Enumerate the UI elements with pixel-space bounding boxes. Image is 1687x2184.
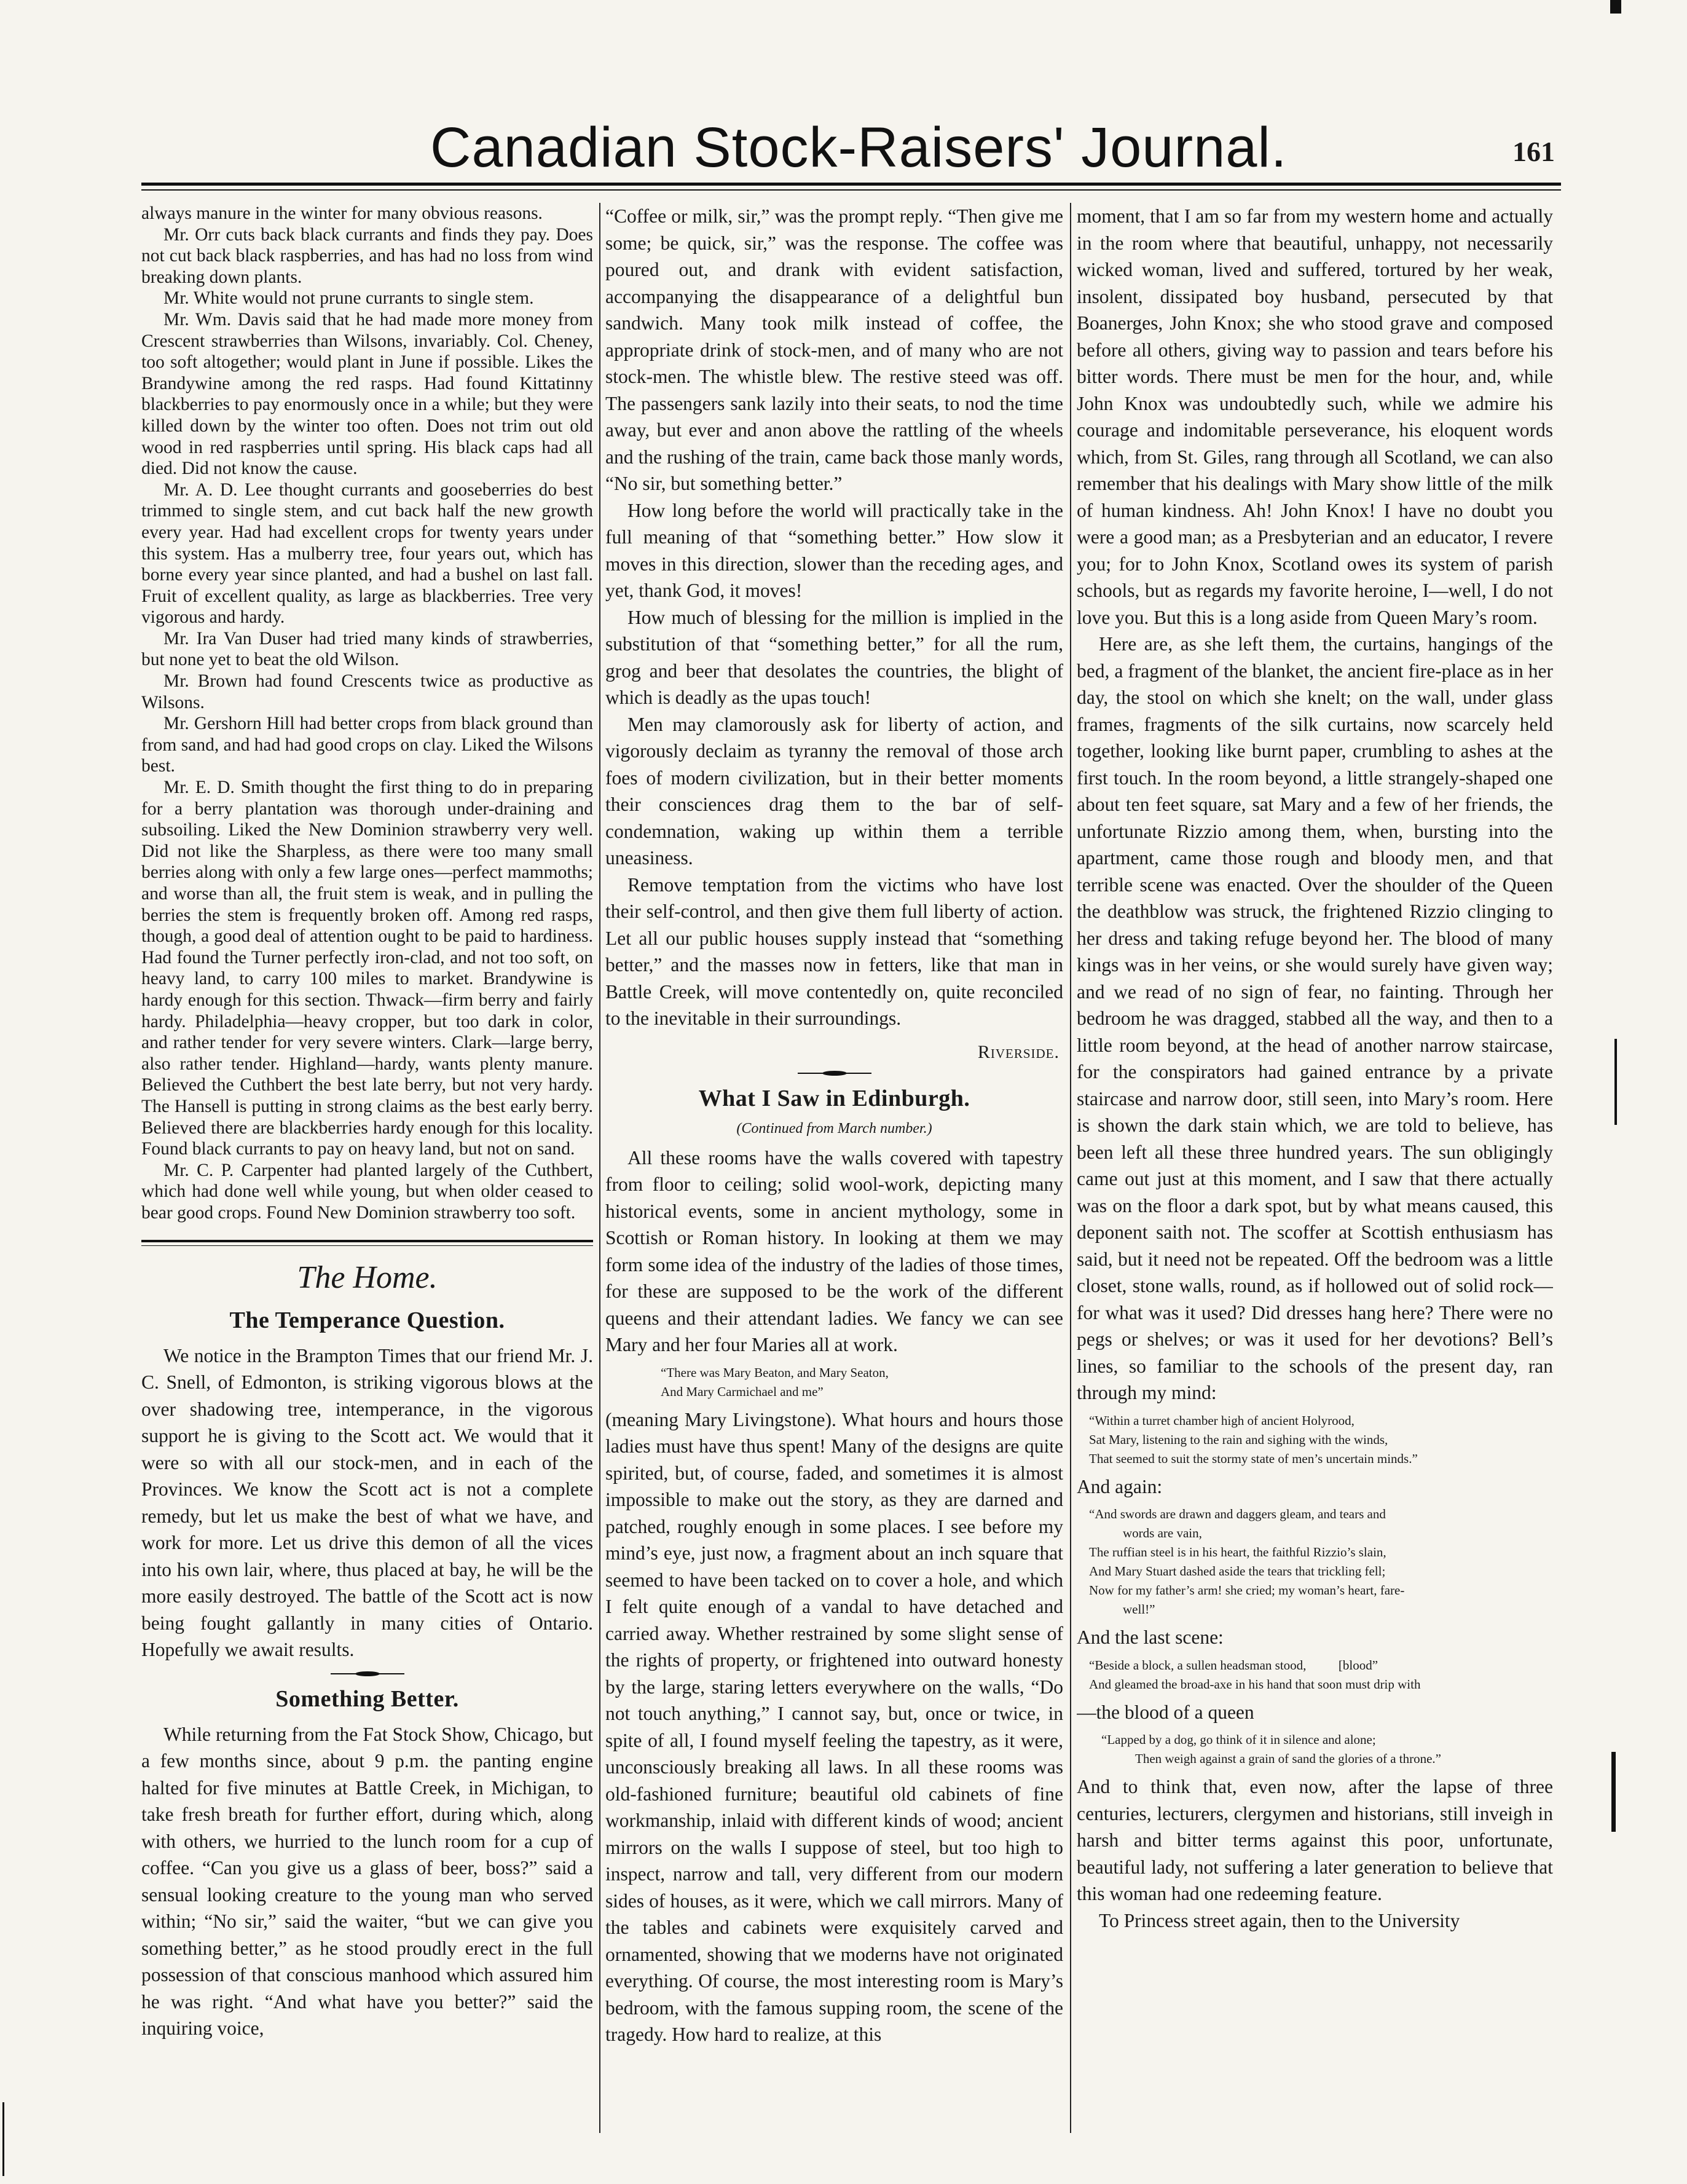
paragraph: Here are, as she left them, the curtains, hangings of the bed, a fragment of the blanket, the ancient fire-place as in her day, the stool on which she knelt; on the wall, under glass frames, fragments of the silk curtains, now scarcely held together, looking like burnt paper, crumbling to ashes at the first touch. In the room beyond, a little strangely-shaped one about ten feet square, sat Mary and a few of her friends, the unfortunate Rizzio among them, when, bursting into the apartment, came those rough and bloody men, and that terrible scene was enacted. Over the shoulder of the Queen the deathblow was struck, the frightened Rizzio clinging to her dress and taking refuge beyond her. The blood of many kings was in her veins, or she would surely have given way; and we read of no sign of fear, no fainting. Through her bedroom he was dragged, stabbed all the way, and then to a little room beyond, at the head of another narrow staircase, for the conspirators had gained entrance by a private staircase and narrow door, still seen, into Mary’s room. Here is shown the dark stain which, we are told to believe, has been left all these three hundred years. The sun obligingly came out just at this moment, and I saw that there actually was on the floor a dark spot, but by what means caused, this deponent saith not. The scoffer at Scottish enthusiasm has said, but it need not be repeated. Off the bedroom was a little closet, stone walls, round, as if hollowed out of solid rock—for what was it used? Did dresses hang here? There were no pegs or shelves; or was it used for her devotions? Bell’s lines, so familiar to the schools of the present day, ran through my mind: (1077, 633, 1553, 1403)
masthead-rule-thin (141, 189, 1561, 191)
scan-mark-top-right (1610, 0, 1621, 14)
column-divider-2 (1070, 203, 1071, 2133)
paragraph: Men may clamorously ask for liberty of action, and vigorously declaim as tyranny the removal of those arch foes of modern civilization, but in their better moments their consciences drag them to the bar of self-condemnation, waking up within them a terrible uneasiness. (605, 713, 1063, 869)
scan-mark-left (2, 2102, 4, 2176)
paragraph: How much of blessing for the million is implied in the substitution of that “something better,” for all the rum, grog and beer that desolates the countries, the blight of which is deadly as the upas touch! (605, 606, 1063, 708)
journal-title: Canadian Stock-Raisers' Journal. (430, 116, 1288, 179)
verse-line: And Mary Stuart dashed aside the tears that trickling fell; (1089, 1564, 1386, 1579)
paragraph: And the last scene: (1077, 1626, 1224, 1648)
column-divider-1 (599, 203, 600, 2133)
interlude (1077, 1473, 1553, 1500)
verse-quote (1089, 1656, 1553, 1694)
paragraph: All these rooms have the walls covered with tapestry from floor to ceiling; solid wool-work, depicting many historical events, some in ancient mythology, some in Scottish or Roman history. In looking at them we may form some idea of the industry of the ladies of those times, for these are supposed to be the work of the different queens and their attendant ladies. We fancy we can see Mary and her four Maries all at work. (605, 1146, 1063, 1355)
paragraph: Mr. White would not prune currants to single stem. (163, 288, 534, 309)
column-2 (605, 203, 1063, 2133)
article-heading: The Temperance Question. (229, 1307, 505, 1333)
masthead-rule (141, 183, 1561, 186)
paragraph: Mr. C. P. Carpenter had planted largely of the Cuthbert, which had done well while young, but when older ceased to bear good crops. Found New Dominion strawberry too soft. (141, 1160, 593, 1223)
verse-quote (661, 1363, 1063, 1401)
article-heading: Something Better. (275, 1685, 459, 1712)
verse-line: That seemed to suit the stormy state of men’s uncertain minds.” (1089, 1451, 1418, 1466)
ornament-divider (331, 1671, 404, 1677)
author-signature: Riverside. (977, 1041, 1060, 1062)
edinburgh-article-cont (605, 1406, 1063, 2048)
section-title: The Home. (297, 1260, 438, 1295)
paragraph: While returning from the Fat Stock Show, Chicago, but a few months since, about 9 p.m. the panting engine halted for five minutes at Battle Creek, in Michigan, to take fresh breath for further effort, during which, along with others, we hurried to the lunch room for a cup of coffee. “Can you give us a glass of beer, boss?” said a sensual looking creature to the young man who served within; “No sir,” said the waiter, “but we can give you something better,” as he stood proudly erect in the full possession of that conscious manhood which assured him he was right. “And what have you better?” said the inquiring voice, (141, 1723, 593, 2039)
verse-quote (1089, 1411, 1553, 1468)
temperance-article (141, 1342, 593, 1663)
verse-line: “There was Mary Beaton, and Mary Seaton, (661, 1365, 889, 1380)
paragraph: Mr. A. D. Lee thought currants and gooseberries do best trimmed to single stem, and cut back half the new growth every year. Had had excellent crops for twenty years under this system. Has a mulberry tree, four years out, which has borne every year since planted, and had a bushel on last fall. Fruit of excellent quality, as large as blackberries. Tree very vigorous and hardy. (141, 479, 593, 628)
scan-mark-right-2 (1611, 1752, 1616, 1832)
paragraph: How long before the world will practically take in the full meaning of that “something better.” How slow it moves in this direction, slower than the receding ages, and yet, thank God, it moves! (605, 499, 1063, 601)
verse-line: words are vain, (1123, 1526, 1202, 1540)
paragraph: Mr. Orr cuts back black currants and finds they pay. Does not cut back black raspberries, and has had no loss from wind breaking down plants. (141, 224, 593, 287)
page-number: 161 (1512, 136, 1555, 167)
verse-line: Now for my father’s arm! she cried; my woman’s heart, fare- (1089, 1583, 1405, 1598)
interlude (1077, 1624, 1553, 1651)
something-better-continued (605, 203, 1063, 1032)
edinburgh-article (605, 1145, 1063, 1358)
paragraph: And again: (1077, 1475, 1163, 1497)
paragraph: We notice in the Brampton Times that our friend Mr. J. C. Snell, of Edmonton, is striking vigorous blows at the over shadowing tree, intemperance, in the vigorous support he is giving to the Scott act. We would that it were so with all our stock-men, and in each of the Provinces. We know the Scott act is not a complete remedy, but let us make the best of what we have, and work for more. Let us drive this demon of all the vices into his own lair, where, thus placed at bay, he will be the more easily destroyed. The battle of the Scott act is now being fought gallantly in many cities of Ontario. Hopefully we await results. (141, 1344, 593, 1660)
ornament-divider (798, 1070, 871, 1076)
verse-line: Sat Mary, listening to the rain and sighing with the winds, (1089, 1432, 1388, 1447)
verse-line: “And swords are drawn and daggers gleam, and tears and (1089, 1507, 1386, 1521)
verse-line: “Within a turret chamber high of ancient Holyrood, (1089, 1413, 1355, 1428)
verse-quote (1089, 1505, 1553, 1619)
verse-line: “Beside a block, a sullen headsman stood, [blood” (1089, 1657, 1378, 1673)
section-divider (141, 1240, 593, 1246)
paragraph: And to think that, even now, after the lapse of three centuries, lecturers, clergymen and historians, still inveigh in harsh and bitter terms against this poor, unfortunate, beautiful lady, not suffering a later generation to believe that this woman had one redeeming feature. (1077, 1776, 1553, 1904)
column-1 (141, 203, 593, 2133)
horticulture-report (141, 203, 593, 1224)
verse-line: The ruffian steel is in his heart, the faithful Rizzio’s slain, (1089, 1545, 1386, 1559)
verse-line: And Mary Carmichael and me” (661, 1384, 824, 1399)
article-heading: What I Saw in Edinburgh. (698, 1085, 970, 1111)
edinburgh-article-end (1077, 1773, 1553, 1934)
verse-line: Then weigh against a grain of sand the glories of a throne.” (1135, 1751, 1442, 1766)
paragraph: always manure in the winter for many obvious reasons. (141, 203, 543, 223)
paragraph: Mr. E. D. Smith thought the first thing to do in preparing for a berry plantation was thorough under-draining and subsoiling. Liked the New Dominion strawberry very well. Did not like the Sharpless, as there were too many small berries along with only a few large ones—perfect mammoths; and worse than all, the fruit stem is weak, and in pulling the berries the stem is frequently broken off. Among red rasps, though, a good deal of attention ought to be paid to hardiness. Had found the Turner perfectly iron-clad, and not too soft, on heavy land, to carry 100 miles to market. Brandywine is hardy enough for this section. Thwack—firm berry and fairly hardy. Philadelphia—heavy cropper, but too dark in color, and rather tender for very severe winters. Clark—large berry, also rather tender. Highland—hardy, wants plenty manure. Believed the Cuthbert the best late berry, but not very hardy. The Hansell is putting in strong claims as the best early berry. Believed there are blackberries hardy enough for this locality. Found black currants to pay on heavy land, but not on sand. (141, 778, 593, 1159)
paragraph: Mr. Wm. Davis said that he had made more money from Crescent strawberries than Wilsons, invariably. Col. Cheney, too soft altogether; would plant in June if possible. Likes the Brandywine among the red rasps. Had found Kittatinny blackberries to pay enormously once in a while; but they were killed down by the winter too often. Does not trim out old wood in red raspberries until spring. His black caps had all died. Did not know the cause. (141, 309, 593, 479)
column-3 (1077, 203, 1553, 2133)
verse-line: And gleamed the broad-axe in his hand that soon must drip with (1089, 1676, 1421, 1692)
paragraph: Remove temptation from the victims who have lost their self-control, and then give them full liberty of action. Let all our public houses supply instead that “something better,” and the masses now in fetters, like that man in Battle Creek, will move contentedly on, quite reconciled to the inevitable in their surroundings. (605, 873, 1063, 1029)
edinburgh-article-cont (1077, 203, 1553, 1406)
article-subheading: (Continued from March number.) (736, 1120, 932, 1137)
paragraph: Mr. Ira Van Duser had tried many kinds of strawberries, but none yet to beat the old Wilson. (141, 628, 593, 670)
something-better-article (141, 1721, 593, 2042)
verse-line: “Lapped by a dog, go think of it in silence and alone; (1101, 1732, 1376, 1747)
paragraph: —the blood of a queen (1077, 1701, 1254, 1723)
paragraph: To Princess street again, then to the University (1099, 1909, 1460, 1931)
paragraph: Mr. Brown had found Crescents twice as productive as Wilsons. (141, 671, 593, 712)
paragraph: moment, that I am so far from my western home and actually in the room where that beautiful, unhappy, not necessarily wicked woman, lived and suffered, tortured by her weak, insolent, dissipated boy husband, persecuted by that Boanerges, John Knox; she who stood grave and composed before all others, giving way to passion and tears before his bitter words. There must be men for the hour, and, while John Knox was undoubtedly such, while we admire his courage and indomitable perseverance, his eloquent words which, from St. Giles, rang through all Scotland, we can also remember that his dealings with Mary show little of the milk of human kindness. Ah! John Knox! I have no doubt you were a good man; as a Presbyterian and an educator, I revere you; for to John Knox, Scotland owes its system of parish schools, but as regards my favorite heroine, I—well, I do not love you. But this is a long aside from Queen Mary’s room. (1077, 205, 1553, 628)
paragraph: Mr. Gershorn Hill had better crops from black ground than from sand, and had had good crops on clay. Liked the Wilsons best. (141, 714, 593, 776)
interlude (1077, 1699, 1553, 1726)
paragraph: “Coffee or milk, sir,” was the prompt reply. “Then give me some; be quick, sir,” was the response. The coffee was poured out, and drank with evident satisfaction, accompanying the disappearance of a delightful bun sandwich. Many took milk instead of coffee, the appropriate drink of stock-men, and of many who are not stock-men. The whistle blew. The restive steed was off. The passengers sank lazily into their seats, to nod the time away, but ever and anon above the rattling of the wheels and the rushing of the train, came back those manly words, “No sir, but something better.” (605, 205, 1063, 494)
paragraph: (meaning Mary Livingstone). What hours and hours those ladies must have thus spent! Many of the designs are quite spirited, but, of course, faded, and sometimes it is almost impossible to make out the story, as they are darned and patched, roughly enough in some places. I see before my mind’s eye, just now, a fragment about an inch square that seemed to have been tacked on to cover a hole, and which I felt quite enough of a vandal to have detached and carried away. Whether restrained by some slight sense of the rights of property, or frightened into outward honesty by the large, staring letters everywhere on the walls, “Do not touch anything,” I cannot say, but, once or twice, in spite of all, I found myself feeling the tapestry, as it were, unconsciously breaking all laws. In all these rooms was old-fashioned furniture; beautiful old cabinets of fine workmanship, inlaid with different kinds of wood; ancient mirrors on the walls I suppose of steel, but too high to inspect, narrow and tall, very different from our modern sides of houses, as it were, which we call mirrors. Many of the tables and cabinets were exquisitely carved and ornamented, showing that we moderns have not originated everything. Of course, the most interesting room is Mary’s bedroom, with the famous supping room, the scene of the tragedy. How hard to realize, at this (605, 1408, 1063, 2045)
scan-mark-right-1 (1614, 1039, 1617, 1125)
verse-quote (1101, 1730, 1553, 1768)
verse-line: well!” (1123, 1602, 1155, 1617)
